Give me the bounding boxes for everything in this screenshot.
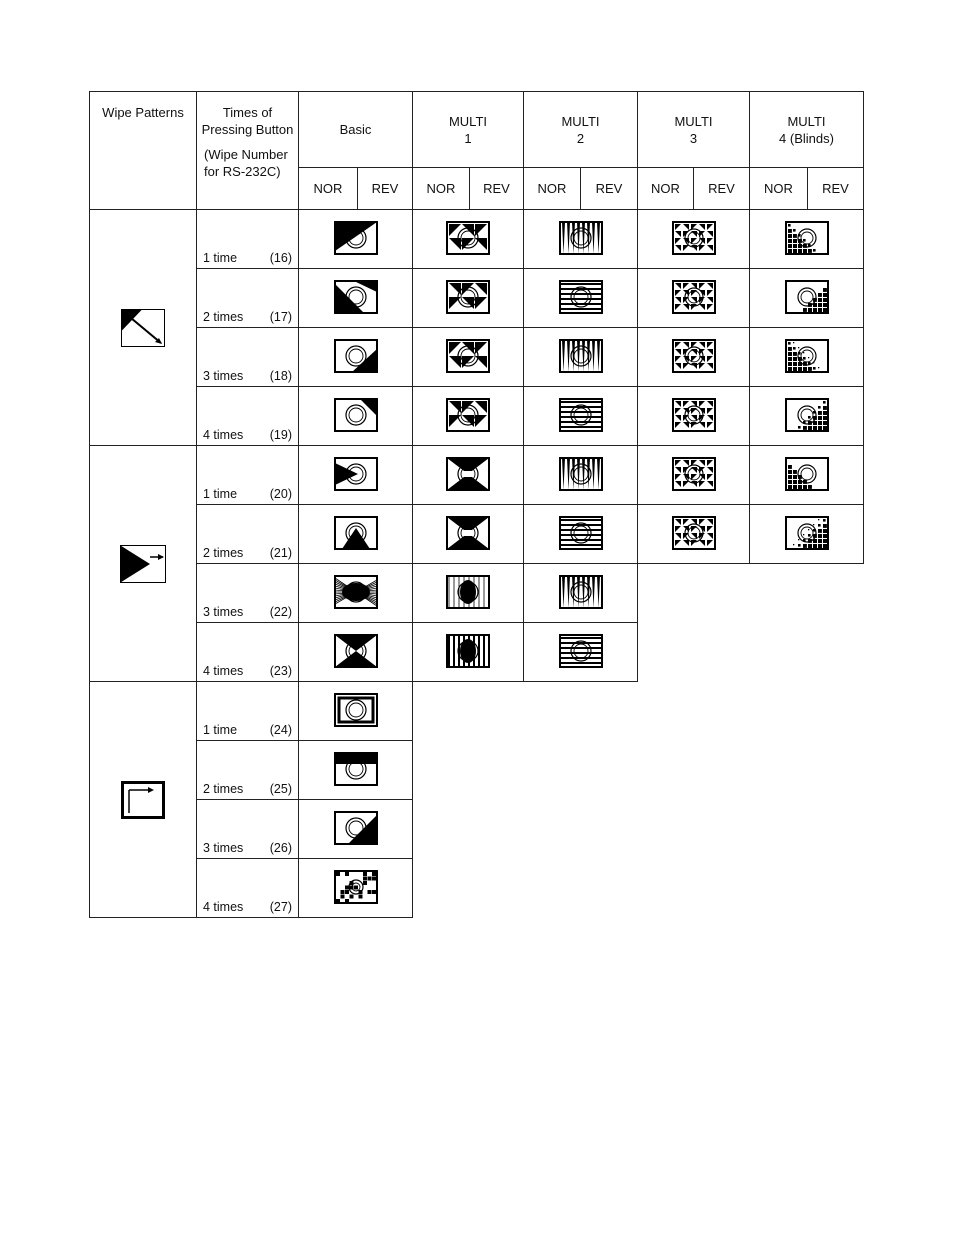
times-label: 1 time [203, 487, 238, 501]
multi3-pattern-cell [638, 328, 750, 387]
pattern-thumb-multi2 [559, 221, 603, 255]
times-cell [197, 505, 299, 564]
multi1-pattern-cell [413, 446, 524, 505]
times-cell [197, 328, 299, 387]
multi3-pattern-cell [638, 269, 750, 328]
pattern-thumb-multi2 [559, 575, 603, 609]
multi4-pattern-cell [750, 210, 864, 269]
multi3-pattern-cell [638, 210, 750, 269]
multi1-pattern-cell [413, 623, 524, 682]
pattern-thumb-multi4 [785, 398, 829, 432]
pattern-thumb-multi3 [672, 398, 716, 432]
pattern-thumb-basic [334, 575, 378, 609]
multi1-number: 1 [464, 130, 472, 146]
multi1-pattern-cell [413, 269, 524, 328]
rs232c-label: (Wipe Number for RS-232C) [204, 147, 288, 179]
times-label: 3 times [203, 605, 244, 619]
multi3-number: 3 [689, 130, 698, 146]
multi2-number: 2 [576, 130, 585, 146]
pattern-thumb-basic [334, 870, 378, 904]
times-cell [197, 210, 299, 269]
times-of-pressing-label: Times of Pressing Button [201, 105, 294, 137]
pattern-thumb-multi2 [559, 398, 603, 432]
wipe-number: (20) [269, 487, 292, 501]
basic-pattern-cell [299, 446, 413, 505]
wipe-pattern-table [89, 91, 864, 918]
pattern-thumb-multi1 [446, 457, 490, 491]
multi4-pattern-cell [750, 269, 864, 328]
pattern-thumb-multi4 [785, 457, 829, 491]
times-label: 3 times [203, 369, 244, 383]
pattern-thumb-multi2 [559, 634, 603, 668]
wipe-number: (26) [269, 841, 292, 855]
wipe-number: (16) [269, 251, 292, 265]
basic-header: Basic [299, 92, 413, 168]
multi2-pattern-cell [524, 387, 638, 446]
group-diagonal-cell [90, 210, 197, 446]
multi4-pattern-cell [750, 446, 864, 505]
pattern-thumb-basic [334, 221, 378, 255]
pattern-thumb-multi2 [559, 280, 603, 314]
times-cell [197, 741, 299, 800]
basic-pattern-cell [299, 859, 413, 918]
multi3-nor-header: NOR [638, 168, 694, 210]
basic-pattern-cell [299, 564, 413, 623]
multi1-nor-header: NOR [413, 168, 470, 210]
pattern-thumb-basic [334, 457, 378, 491]
pattern-thumb-multi3 [672, 457, 716, 491]
wipe-number: (23) [269, 664, 292, 678]
multi1-pattern-cell [413, 210, 524, 269]
basic-pattern-cell [299, 682, 413, 741]
pattern-thumb-multi3 [672, 339, 716, 373]
multi1-pattern-cell [413, 505, 524, 564]
empty-cell [413, 741, 864, 800]
multi4-pattern-cell [750, 328, 864, 387]
pattern-thumb-multi3 [672, 221, 716, 255]
times-label: 2 times [203, 310, 244, 324]
multi2-label: MULTI [561, 113, 600, 129]
times-label: 4 times [203, 900, 244, 914]
times-label: 4 times [203, 428, 244, 442]
pattern-thumb-multi3 [672, 516, 716, 550]
multi2-pattern-cell [524, 564, 638, 623]
pattern-thumb-multi2 [559, 516, 603, 550]
empty-cell [638, 623, 864, 682]
multi1-rev-header: REV [470, 168, 524, 210]
wipe-number: (27) [269, 900, 292, 914]
times-cell [197, 387, 299, 446]
pattern-thumb-basic [334, 398, 378, 432]
multi2-rev-header: REV [581, 168, 638, 210]
multi1-header [413, 92, 524, 168]
basic-nor-header: NOR [299, 168, 358, 210]
pattern-thumb-multi4 [785, 339, 829, 373]
pattern-thumb-basic [334, 811, 378, 845]
wipe-number: (25) [269, 782, 292, 796]
diagonal-wipe-icon [121, 309, 165, 347]
wipe-number: (18) [269, 369, 292, 383]
pattern-thumb-multi4 [785, 280, 829, 314]
multi2-pattern-cell [524, 210, 638, 269]
multi3-pattern-cell [638, 446, 750, 505]
pattern-thumb-basic [334, 516, 378, 550]
times-label: 4 times [203, 664, 244, 678]
wipe-number: (21) [269, 546, 292, 560]
multi4-rev-header: REV [808, 168, 864, 210]
multi4-pattern-cell [750, 387, 864, 446]
multi1-label: MULTI [448, 113, 488, 129]
pattern-thumb-multi2 [559, 339, 603, 373]
multi2-nor-header: NOR [524, 168, 581, 210]
multi4-pattern-cell [750, 505, 864, 564]
multi2-pattern-cell [524, 446, 638, 505]
pattern-thumb-basic [334, 634, 378, 668]
multi2-pattern-cell [524, 623, 638, 682]
multi3-pattern-cell [638, 387, 750, 446]
multi4-nor-header: NOR [750, 168, 808, 210]
pattern-thumb-multi1 [446, 339, 490, 373]
pattern-thumb-basic [334, 752, 378, 786]
pattern-thumb-basic [334, 280, 378, 314]
empty-cell [413, 800, 864, 859]
pattern-thumb-multi4 [785, 516, 829, 550]
times-cell [197, 859, 299, 918]
times-label: 1 time [203, 251, 238, 265]
multi1-pattern-cell [413, 387, 524, 446]
times-cell [197, 623, 299, 682]
wipe-number: (24) [269, 723, 292, 737]
multi3-label: MULTI [674, 113, 713, 129]
basic-pattern-cell [299, 269, 413, 328]
empty-cell [638, 564, 864, 623]
basic-pattern-cell [299, 623, 413, 682]
basic-pattern-cell [299, 741, 413, 800]
wipe-number: (17) [269, 310, 292, 324]
pattern-thumb-multi1 [446, 575, 490, 609]
times-header [197, 92, 299, 210]
times-cell [197, 446, 299, 505]
times-cell [197, 800, 299, 859]
times-label: 1 time [203, 723, 238, 737]
pattern-thumb-basic [334, 693, 378, 727]
times-label: 2 times [203, 546, 244, 560]
pattern-thumb-multi1 [446, 398, 490, 432]
multi4-header [750, 92, 864, 168]
multi2-pattern-cell [524, 328, 638, 387]
basic-pattern-cell [299, 387, 413, 446]
pattern-thumb-multi1 [446, 634, 490, 668]
pattern-thumb-multi1 [446, 280, 490, 314]
times-cell [197, 269, 299, 328]
pattern-thumb-multi4 [785, 221, 829, 255]
pattern-thumb-multi1 [446, 221, 490, 255]
wipe-patterns-header: Wipe Patterns [90, 92, 197, 210]
times-label: 3 times [203, 841, 244, 855]
group-box-cell [90, 682, 197, 918]
wipe-number: (22) [269, 605, 292, 619]
multi4-number: 4 (Blinds) [779, 130, 834, 146]
times-cell [197, 564, 299, 623]
box-wipe-icon [121, 781, 165, 819]
multi1-pattern-cell [413, 328, 524, 387]
triangle-wipe-icon [120, 545, 166, 583]
group-triangle-cell [90, 446, 197, 682]
pattern-thumb-basic [334, 339, 378, 373]
multi1-pattern-cell [413, 564, 524, 623]
pattern-thumb-multi1 [446, 516, 490, 550]
basic-rev-header: REV [358, 168, 413, 210]
multi2-pattern-cell [524, 269, 638, 328]
multi2-header [524, 92, 638, 168]
wipe-number: (19) [269, 428, 292, 442]
multi3-header [638, 92, 750, 168]
multi2-pattern-cell [524, 505, 638, 564]
basic-pattern-cell [299, 328, 413, 387]
basic-pattern-cell [299, 505, 413, 564]
times-label: 2 times [203, 782, 244, 796]
pattern-thumb-multi3 [672, 280, 716, 314]
multi3-pattern-cell [638, 505, 750, 564]
empty-cell [413, 859, 864, 918]
basic-pattern-cell [299, 210, 413, 269]
multi3-rev-header: REV [694, 168, 750, 210]
basic-pattern-cell [299, 800, 413, 859]
times-cell [197, 682, 299, 741]
multi4-label: MULTI [787, 113, 826, 129]
pattern-thumb-multi2 [559, 457, 603, 491]
empty-cell [413, 682, 864, 741]
